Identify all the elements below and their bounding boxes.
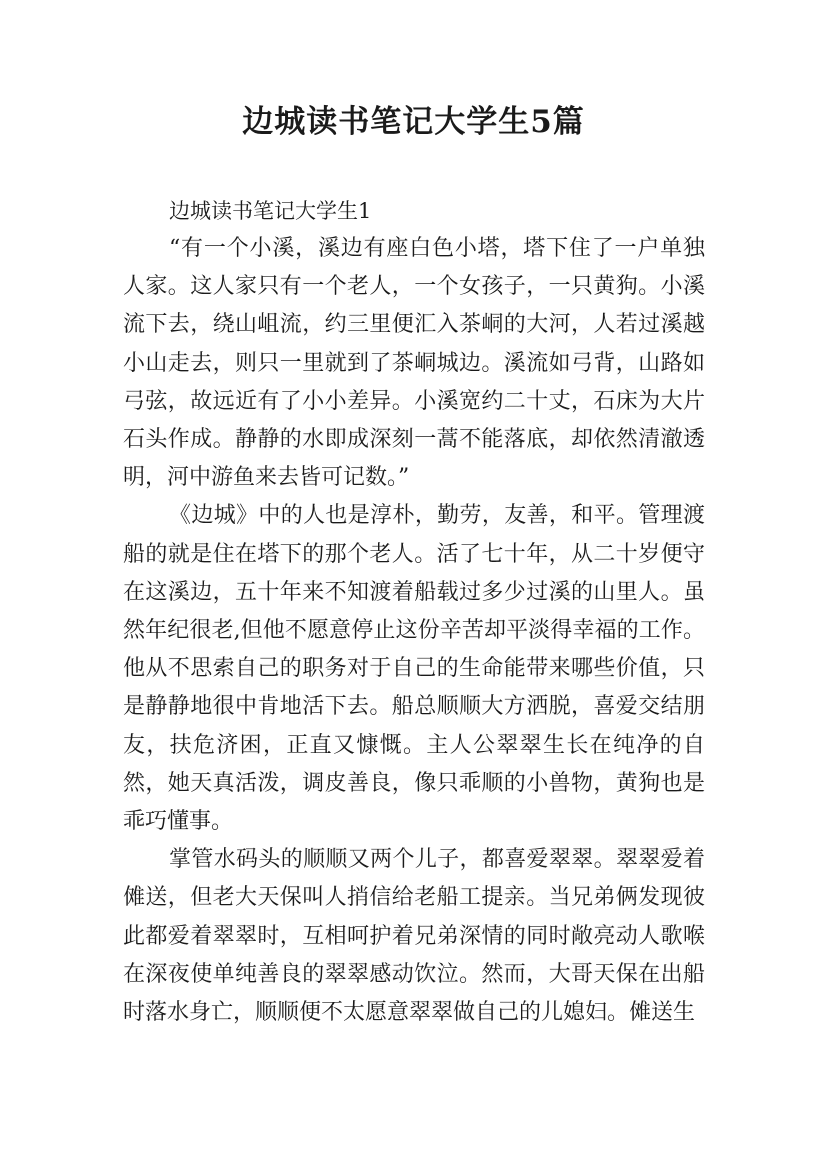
section-heading: 边城读书笔记大学生1 — [169, 199, 372, 223]
document-title: 边城读书笔记大学生5篇 — [242, 104, 585, 140]
paragraph-1: “有一个小溪，溪边有座白色小塔，塔下住了一户单独人家。这人家只有一个老人，一个女孩子，一只黄狗。小溪流下去，绕山岨流，约三里便汇入茶峒的大河，人若过溪越小山走去，则只一里就到了茶峒城边。溪流如弓背，山路如弓弦，故远近有了小小差异。小溪宽约二十丈，石床为大片石头作成。静静的水即成深刻一蒿不能落底，却依然清澈透明，河中游鱼来去皆可记数。” — [123, 236, 705, 491]
document-body — [123, 192, 705, 1032]
paragraph-2: 《边城》中的人也是淳朴，勤劳，友善，和平。管理渡船的就是住在塔下的那个老人。活了七十年，从二十岁便守在这溪边，五十年来不知渡着船载过多少过溪的山里人。虽然年纪很老,但他不愿意停止这份辛苦却平淡得幸福的工作。他从不思索自己的职务对于自己的生命能带来哪些价值，只是静静地很中肯地活下去。船总顺顺大方洒脱，喜爱交结朋友，扶危济困，正直又慷慨。主人公翠翠生长在纯净的自然，她天真活泼，调皮善良，像只乖顺的小兽物，黄狗也是乖巧懂事。 — [123, 503, 705, 835]
paragraph-3: 掌管水码头的顺顺又两个儿子，都喜爱翠翠。翠翠爱着傩送，但老大天保叫人捎信给老船工提亲。当兄弟俩发现彼此都爱着翠翠时，互相呵护着兄弟深情的同时敞亮动人歌喉在深夜使单纯善良的翠翠感动饮泣。然而，大哥天保在出船时落水身亡，顺顺便不太愿意翠翠做自己的儿媳妇。傩送生 — [123, 847, 705, 1026]
